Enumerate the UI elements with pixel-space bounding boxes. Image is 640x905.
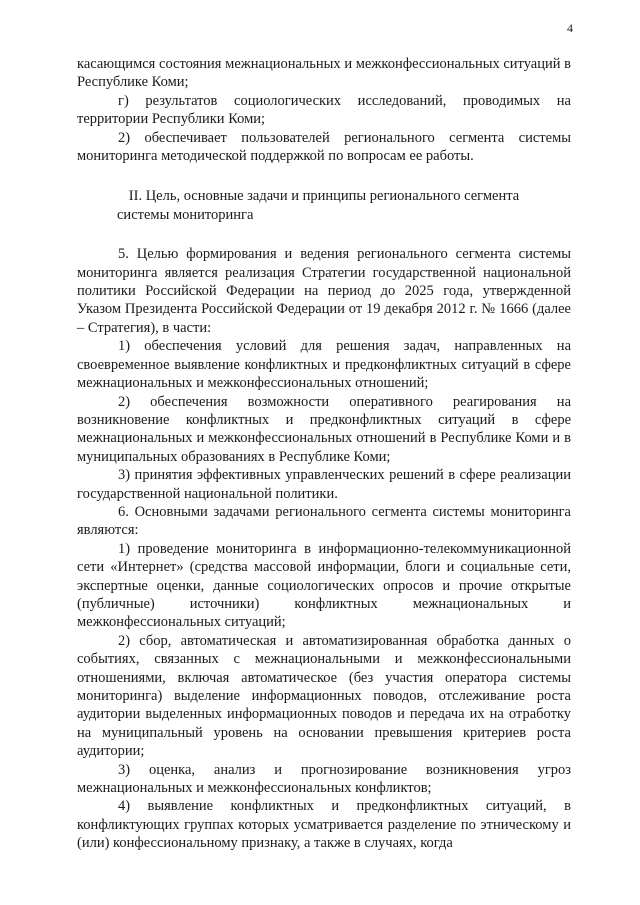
paragraph-5-item-1: 1) обеспечения условий для решения задач, направленных на своевременное выявление конфликтных и предконфликтных ситуаций в сфере межнациональных и межконфессиональных отношений; <box>77 338 571 392</box>
paragraph-5-item-3: 3) принятия эффективных управленческих решений в сфере реализации государственной национальной политики. <box>77 467 571 502</box>
paragraph-6-item-4: 4) выявление конфликтных и предконфликтных ситуаций, в конфликтующих группах которых усматривается разделение по этническому и (или) конфессиональному признаку, а также в случаях, когда <box>77 798 571 852</box>
paragraph-continuation: касающимся состояния межнациональных и межконфессиональных ситуаций в Республике Коми; <box>77 56 571 91</box>
page-number: 4 <box>567 21 573 35</box>
paragraph-5: 5. Целью формирования и ведения регионального сегмента системы мониторинга является реализация Стратегии государственной национальной политики Российской Федерации на период до 2025 года, утвержденной Указом Президента Российской Федерации от 19 декабря 2012 г. № 1666 (далее – Стратегия), в части: <box>77 246 571 336</box>
document-body <box>77 55 571 853</box>
paragraph-6: 6. Основными задачами регионального сегмента системы мониторинга являются: <box>77 503 571 539</box>
paragraph-item-g: г) результатов социологических исследований, проводимых на территории Республики Коми; <box>77 92 571 128</box>
paragraph-5-item-2: 2) обеспечения возможности оперативного реагирования на возникновение конфликтных и предконфликтных ситуаций в сфере межнациональных и межконфессиональных отношений в Республике Коми и в муниципальных образованиях в Республике Коми; <box>77 393 571 465</box>
paragraph-6-item-3: 3) оценка, анализ и прогнозирование возникновения угроз межнациональных и межконфессиональных конфликтов; <box>77 761 571 797</box>
paragraph-6-item-1: 1) проведение мониторинга в информационно-телекоммуникационной сети «Интернет» (средства массовой информации, блоги и социальные сети, экспертные оценки, данные социологических опросов и прочие открытые (публичные) источники) конфликтных межнациональных и межконфессиональных ситуаций; <box>77 540 571 631</box>
paragraph-item-2: 2) обеспечивает пользователей регионального сегмента системы мониторинга методической поддержкой по вопросам ее работы. <box>77 129 571 165</box>
section-heading: II. Цель, основные задачи и принципы регионального сегмента системы мониторинга <box>117 188 520 223</box>
paragraph-6-item-2: 2) сбор, автоматическая и автоматизированная обработка данных о событиях, связанных с межнациональными и межконфессиональными отношениями, включая автоматическое (без участия оператора системы мониторинга) выделение информационных поводов, отслеживание роста аудитории выделенных информационных поводов и передача их на отработку на муниципальный уровень на основании превышения критериев роста аудитории; <box>77 632 571 760</box>
